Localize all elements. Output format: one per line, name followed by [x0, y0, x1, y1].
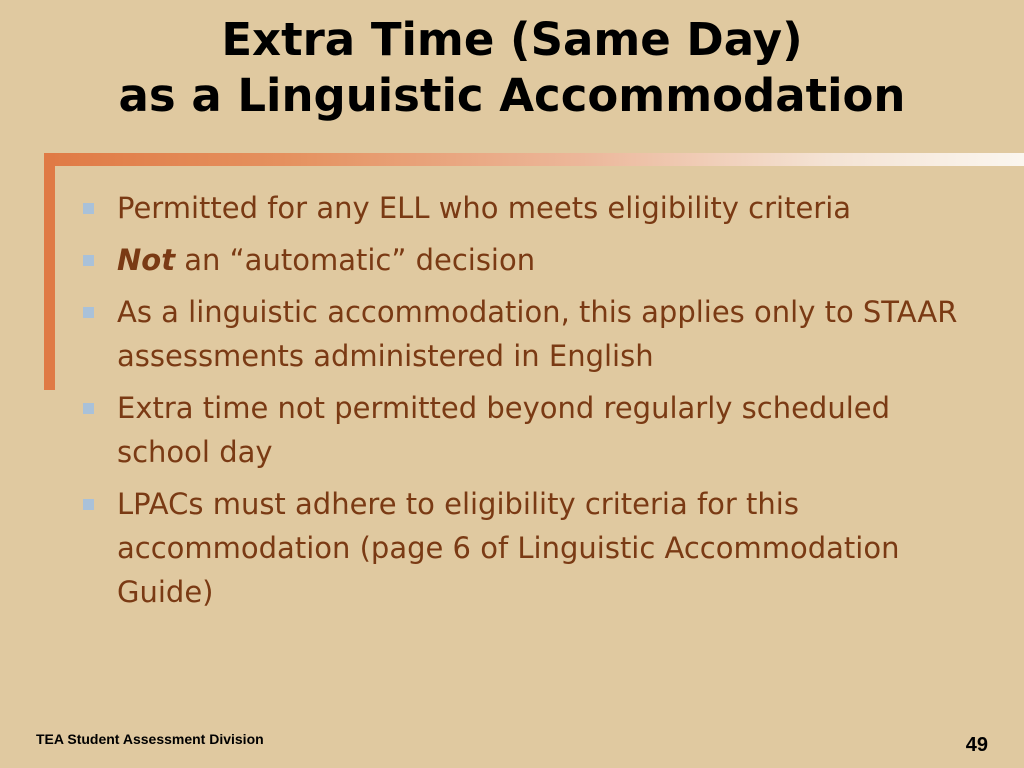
bullet-item: [80, 482, 990, 614]
square-bullet-icon: [83, 307, 94, 318]
page-number: 49: [965, 734, 988, 756]
bullet-item: [80, 238, 990, 282]
bullet-text: Permitted for any ELL who meets eligibility criteria: [117, 191, 852, 225]
bullet-text: Extra time not permitted beyond regularly scheduled school day: [117, 391, 891, 469]
square-bullet-icon: [83, 203, 94, 214]
slide-title: [0, 12, 1024, 124]
square-bullet-icon: [83, 255, 94, 266]
accent-bar-vertical: [44, 153, 55, 390]
bullet-text: LPACs must adhere to eligibility criteria for this accommodation (page 6 of Linguistic Accommodation Guide): [117, 487, 900, 609]
bullet-text: an “automatic” decision: [175, 243, 536, 277]
bullet-text: As a linguistic accommodation, this applies only to STAAR assessments administered in English: [117, 295, 958, 373]
bullet-emphasis: Not: [117, 243, 176, 277]
slide-title-line-2: as a Linguistic Accommodation: [118, 69, 906, 122]
bullet-list: [80, 186, 990, 622]
bullet-item: [80, 290, 990, 378]
slide-title-line-1: Extra Time (Same Day): [221, 13, 803, 66]
square-bullet-icon: [83, 403, 94, 414]
bullet-item: [80, 186, 990, 230]
bullet-item: [80, 386, 990, 474]
footer-organization: TEA Student Assessment Division: [36, 731, 264, 747]
square-bullet-icon: [83, 499, 94, 510]
accent-bar-horizontal: [44, 153, 1024, 166]
